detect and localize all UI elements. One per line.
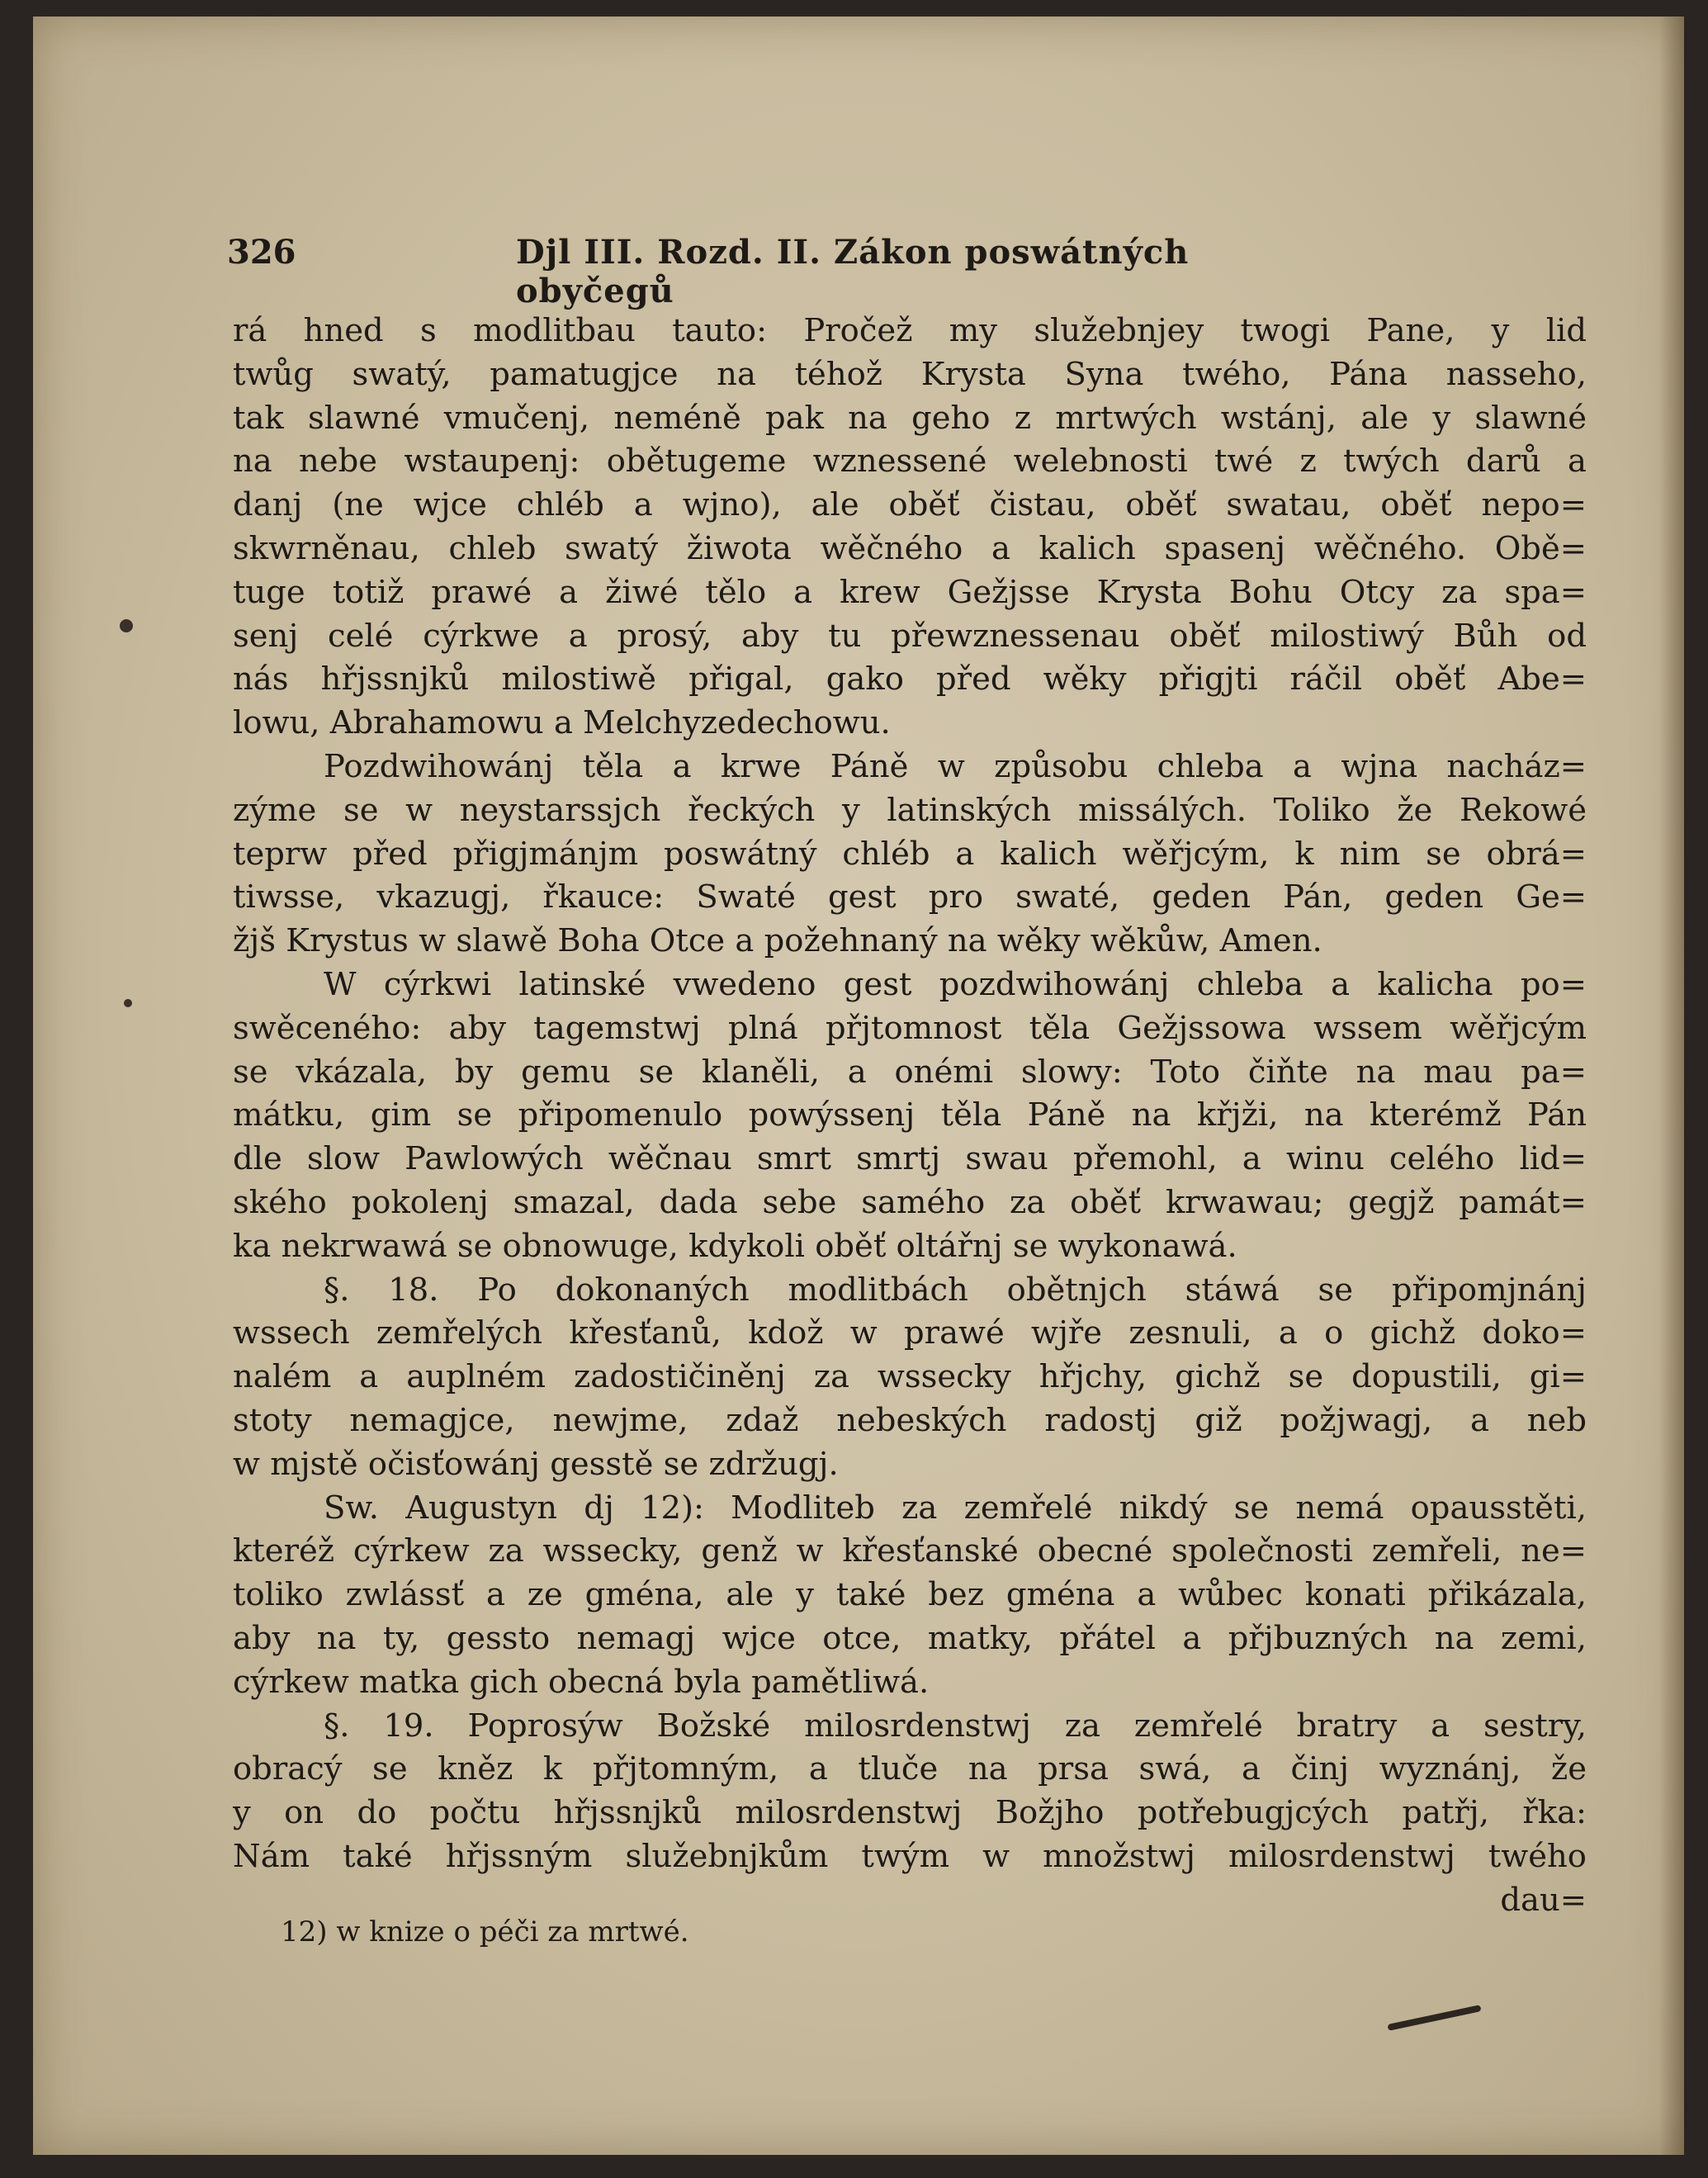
text-line: ského pokolenj smazal, dada sebe samého za oběť krwawau; gegjž památ= [233, 1183, 1587, 1221]
text-line: Nám také hřjssným služebnjkům twým w množstwj milosrdenstwj twého [233, 1837, 1587, 1875]
text-line: §. 19. Poprosýw Božské milosrdenstwj za zemřelé bratry a sestry, [324, 1707, 1587, 1745]
running-title: Djl III. Rozd. II. Zákon poswátných obyčegů [516, 233, 1190, 310]
text-line: aby na ty, gessto nemagj wjce otce, matky, přátel a přjbuzných na zemi, [233, 1619, 1587, 1657]
text-line: toliko zwlássť a ze gména, ale y také bez gména a wůbec konati přikázala, [233, 1576, 1587, 1614]
body-text [233, 310, 1587, 1922]
text-line: kteréž cýrkew za wssecky, genž w křesťanské obecné společnosti zemřeli, ne= [233, 1532, 1587, 1570]
text-line: tuge totiž prawé a žiwé tělo a krew Gežjsse Krysta Bohu Otcy za spa= [233, 573, 1587, 611]
text-line: žjš Krystus w slawě Boha Otce a požehnaný na wěky wěkůw, Amen. [233, 922, 1322, 960]
text-line: twůg swatý, pamatugjce na téhož Krysta Syna twého, Pána nasseho, [233, 355, 1587, 393]
text-line: tiwsse, vkazugj, řkauce: Swaté gest pro swaté, geden Pán, geden Ge= [233, 878, 1587, 916]
ink-spot [120, 619, 133, 632]
text-line: na nebe wstaupenj: obětugeme wznessené welebnosti twé z twých darů a [233, 443, 1587, 481]
text-line: stoty nemagjce, newjme, zdaž nebeských radostj giž požjwagj, a neb [233, 1401, 1587, 1439]
text-line: wssech zemřelých křesťanů, kdož w prawé wjře zesnuli, a o gichž doko= [233, 1314, 1587, 1352]
text-line: tak slawné vmučenj, neméně pak na geho z mrtwých wstánj, ale y slawné [233, 399, 1587, 437]
catchword: dau= [1500, 1881, 1587, 1919]
text-line: Pozdwihowánj těla a krwe Páně w způsobu chleba a wjna nacház= [324, 747, 1587, 785]
text-line: W cýrkwi latinské vwedeno gest pozdwihowánj chleba a kalicha po= [324, 965, 1587, 1003]
ink-spot [124, 999, 132, 1007]
text-line: dle slow Pawlowých wěčnau smrt smrtj swau přemohl, a winu celého lid= [233, 1140, 1587, 1178]
text-line: mátku, gim se připomenulo powýssenj těla Páně na křjži, na kterémž Pán [233, 1096, 1587, 1134]
text-line: teprw před přigjmánjm poswátný chléb a kalich wěřjcým, k nim se obrá= [233, 835, 1587, 873]
text-line: swěceného: aby tagemstwj plná přjtomnost těla Gežjssowa wssem wěřjcým [233, 1009, 1587, 1047]
text-line: obracý se kněz k přjtomným, a tluče na prsa swá, a činj wyznánj, že [233, 1750, 1587, 1788]
text-line: w mjstě očisťowánj gesstě se zdržugj. [233, 1445, 839, 1483]
text-line: se vkázala, by gemu se klaněli, a onémi slowy: Toto čiňte na mau pa= [233, 1053, 1587, 1091]
page-number: 326 [227, 233, 296, 272]
text-line: y on do počtu hřjssnjků milosrdenstwj Božjho potřebugjcých patřj, řka: [233, 1794, 1587, 1832]
text-line: ka nekrwawá se obnowuge, kdykoli oběť oltářnj se wykonawá. [233, 1227, 1237, 1265]
text-line: lowu, Abrahamowu a Melchyzedechowu. [233, 704, 891, 742]
text-line: senj celé cýrkwe a prosý, aby tu přewznessenau oběť milostiwý Bůh od [233, 617, 1587, 655]
text-line: nás hřjssnjků milostiwě přigal, gako před wěky přigjti ráčil oběť Abe= [233, 661, 1587, 698]
page-header [227, 233, 1300, 310]
text-line: zýme se w neystarssjch řeckých y latinských missálých. Toliko že Rekowé [233, 791, 1587, 829]
text-line: danj (ne wjce chléb a wjno), ale oběť čistau, oběť swatau, oběť nepo= [233, 486, 1587, 524]
book-page [33, 17, 1684, 2155]
text-line: §. 18. Po dokonaných modlitbách obětnjch stáwá se připomjnánj [324, 1271, 1587, 1309]
footnote: 12) w knize o péči za mrtwé. [281, 1915, 689, 1948]
text-line: rá hned s modlitbau tauto: Pročež my služebnjey twogi Pane, y lid [233, 312, 1587, 349]
pen-stroke [1387, 2005, 1481, 2031]
text-line: skwrněnau, chleb swatý žiwota wěčného a kalich spasenj wěčného. Obě= [233, 529, 1587, 567]
text-line: cýrkew matka gich obecná byla pamětliwá. [233, 1663, 930, 1701]
text-line: Sw. Augustyn dj 12): Modliteb za zemřelé nikdý se nemá opausstěti, [324, 1489, 1587, 1527]
text-line: nalém a auplném zadostičiněnj za wssecky hřjchy, gichž se dopustili, gi= [233, 1358, 1587, 1396]
